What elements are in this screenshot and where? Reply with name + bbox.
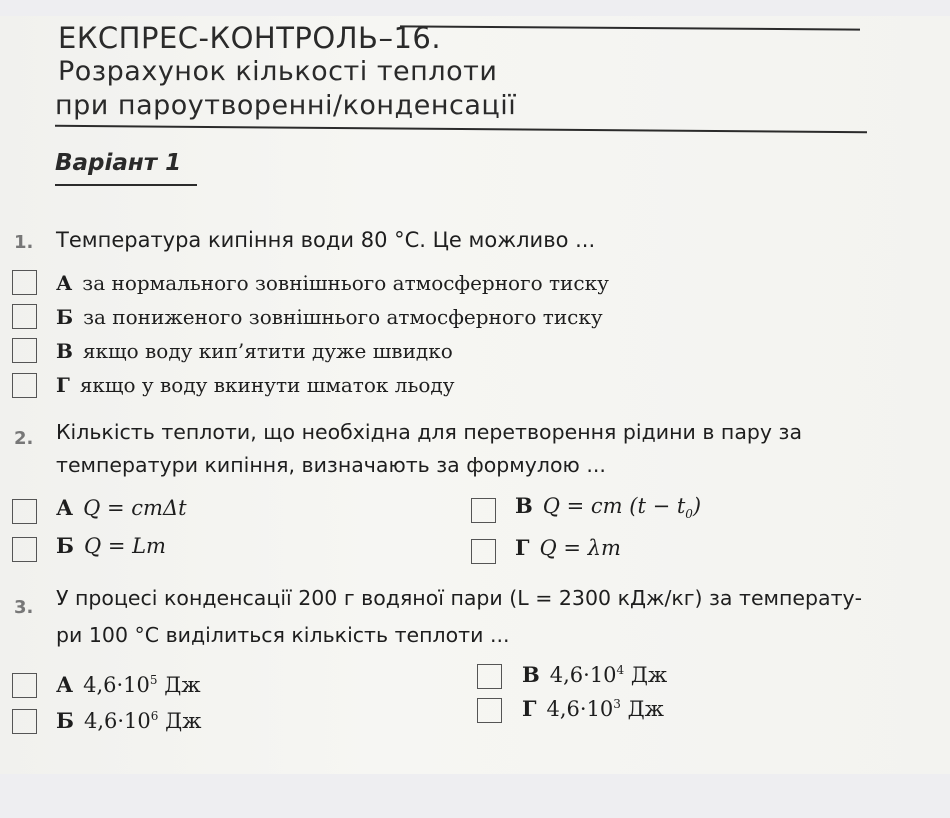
q1-option-c: [56, 339, 453, 363]
option-text: за нормального зовнішнього атмосферного тиску: [82, 271, 609, 295]
q1-option-b: [56, 305, 603, 329]
option-letter: В: [56, 339, 73, 363]
q3-option-c-checkbox[interactable]: [477, 664, 502, 689]
question-2-text-line2: температури кипіння, визначають за формулою ...: [56, 453, 606, 477]
option-text: якщо воду кип’ятити дуже швидко: [82, 339, 453, 363]
q2-option-d-checkbox[interactable]: [471, 539, 496, 564]
option-letter: Б: [56, 305, 74, 329]
option-letter: А: [56, 495, 74, 520]
option-formula-end: ): [692, 494, 702, 518]
option-unit: Дж: [624, 663, 668, 687]
top-rule: [400, 25, 860, 30]
q2-option-a-checkbox[interactable]: [12, 499, 37, 524]
option-text: якщо у воду вкинути шматок льоду: [79, 373, 455, 397]
question-2-number: 2.: [14, 428, 34, 449]
option-unit: Дж: [158, 709, 202, 733]
q1-option-b-checkbox[interactable]: [12, 304, 37, 329]
option-exponent: 4: [616, 663, 625, 677]
option-formula: Q = λm: [539, 536, 621, 560]
option-letter: В: [515, 493, 533, 518]
option-formula: Q = Lm: [83, 534, 166, 558]
question-1-number: 1.: [14, 232, 34, 253]
option-formula: Q = cmΔt: [83, 496, 187, 520]
option-formula-subscript: 0: [685, 507, 693, 522]
option-letter: А: [56, 271, 73, 295]
q2-option-a: [56, 495, 187, 520]
q3-option-b: [56, 708, 201, 733]
option-letter: В: [522, 662, 540, 687]
option-letter: Г: [56, 373, 70, 397]
q2-option-b-checkbox[interactable]: [12, 537, 37, 562]
q2-option-b: [56, 533, 166, 558]
option-value: 4,6·10: [83, 673, 150, 697]
q3-option-a-checkbox[interactable]: [12, 673, 37, 698]
header-rule: [55, 125, 867, 133]
page-title: ЕКСПРЕС-КОНТРОЛЬ–16.: [58, 21, 442, 55]
q1-option-d: [56, 373, 454, 397]
q3-option-d-checkbox[interactable]: [477, 698, 502, 723]
option-letter: А: [56, 672, 74, 697]
question-3-number: 3.: [14, 597, 34, 618]
option-text: за пониженого зовнішнього атмосферного тиску: [83, 305, 603, 329]
worksheet-page: [0, 16, 950, 774]
option-value: 4,6·10: [549, 663, 617, 687]
q1-option-c-checkbox[interactable]: [12, 338, 37, 363]
question-3-text-line1: У процесі конденсації 200 г водяної пари (L = 2300 кДж/кг) за температу-: [56, 586, 863, 610]
q3-option-a: [56, 672, 201, 697]
q3-option-b-checkbox[interactable]: [12, 709, 37, 734]
page-subtitle-line1: Розрахунок кількості теплоти: [58, 56, 498, 87]
page-subtitle-line2: при пароутворенні/конденсації: [55, 90, 517, 121]
q1-option-d-checkbox[interactable]: [12, 373, 37, 398]
option-value: 4,6·10: [546, 697, 614, 721]
q3-option-d: [522, 696, 664, 721]
question-2-text-line1: Кількість теплоти, що необхідна для перетворення рідини в пару за: [56, 420, 803, 444]
option-letter: Г: [522, 696, 537, 721]
q1-option-a-checkbox[interactable]: [12, 270, 37, 295]
q2-option-c-checkbox[interactable]: [471, 498, 496, 523]
q3-option-c: [522, 662, 667, 687]
question-3-text-line2: ри 100 °C виділиться кількість теплоти ...: [56, 623, 510, 647]
q1-option-a: [56, 271, 609, 295]
option-unit: Дж: [157, 673, 201, 697]
option-exponent: 3: [613, 697, 621, 711]
option-unit: Дж: [620, 697, 665, 721]
option-value: 4,6·10: [83, 709, 151, 733]
option-letter: Б: [56, 708, 74, 733]
option-letter: Б: [56, 533, 74, 558]
variant-underline: [55, 184, 197, 186]
option-formula: Q = cm (t − t: [542, 494, 686, 518]
option-exponent: 5: [149, 673, 158, 687]
q2-option-c: [515, 493, 701, 521]
variant-label: Варіант 1: [55, 150, 182, 176]
option-exponent: 6: [150, 709, 159, 723]
option-letter: Г: [515, 535, 530, 560]
q2-option-d: [515, 535, 621, 560]
question-1-text: Температура кипіння води 80 °C. Це можливо ...: [56, 228, 596, 252]
